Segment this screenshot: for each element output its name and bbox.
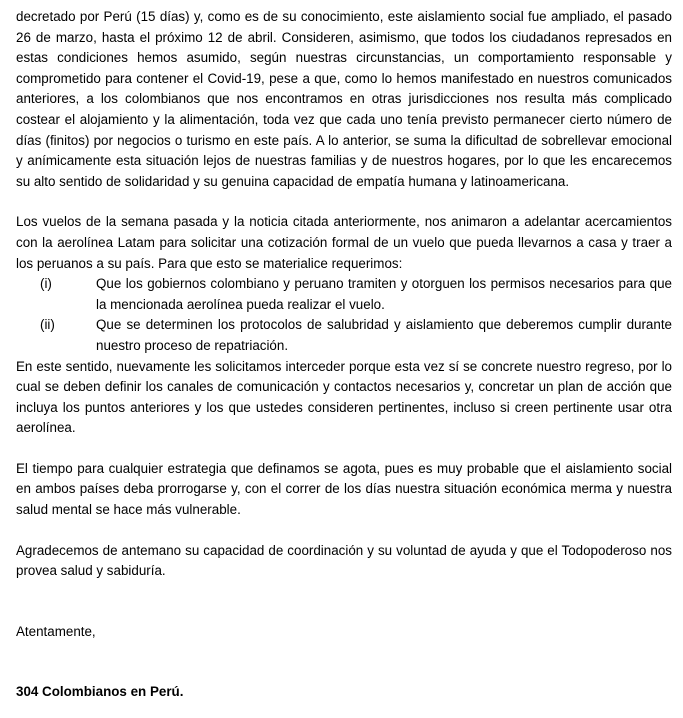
list-item xyxy=(16,274,672,315)
list-marker: (i) xyxy=(40,276,52,292)
paragraph-5: Agradecemos de antemano su capacidad de coordinación y su voluntad de ayuda y que el Todopoderoso nos provea salud y sabiduría. xyxy=(16,542,672,579)
paragraph-2: Los vuelos de la semana pasada y la noticia citada anteriormente, nos animaron a adelantar acercamientos con la aerolínea Latam para solicitar una cotización formal de un vuelo que pueda llevarnos a casa y traer a los peruanos a su país. Para que esto se materialice requerimos: xyxy=(16,214,672,271)
closing-salutation: Atentamente, xyxy=(16,623,96,639)
list-item xyxy=(16,315,672,356)
paragraph-4: El tiempo para cualquier estrategia que definamos se agota, pues es muy probable que el aislamiento social en ambos países deba prorrogarse y, con el correr de los días nuestra situación económica merma y nuestra salud mental se hace más vulnerable. xyxy=(16,460,672,518)
list-marker: (ii) xyxy=(40,317,55,333)
list-item-text: Que los gobiernos colombiano y peruano tramiten y otorguen los permisos necesarios para que la mencionada aerolínea pueda realizar el vuelo. xyxy=(96,276,672,312)
requirements-list xyxy=(16,274,672,356)
paragraph-1: decretado por Perú (15 días) y, como es de su conocimiento, este aislamiento social fue ampliado, el pasado 26 de marzo, hasta el próximo 12 de abril. Consideren, asimismo, que todos los ciudadanos represados en estas condiciones hemos asumido, según nuestras circunstancias, un comportamiento responsable y comprometido para contener el Covid-19, pese a que, como lo hemos manifestado en nuestros comunicados anteriores, a los colombianos que nos encontramos en otras jurisdicciones nos resulta más complicado costear el alojamiento y la alimentación, toda vez que cada uno tenía previsto permanecer cierto número de días (finitos) por negocios o turismo en este país. A lo anterior, se suma la dificultad de sobrellevar emocional y anímicamente esta situación lejos de nuestras familias y de nuestros hogares, por lo que les encarecemos su alto sentido de solidaridad y su genuina capacidad de empatía humana y latinoamericana. xyxy=(16,9,672,189)
paragraph-3: En este sentido, nuevamente les solicitamos interceder porque esta vez sí se concrete nuestro regreso, por lo cual se deben definir los canales de comunicación y contactos necesarios y, concretar un plan de acción que incluya los puntos anteriores y los que ustedes consideren pertinentes, incluso si creen pertinente usar otra aerolínea. xyxy=(16,358,672,436)
list-item-text: Que se determinen los protocolos de salubridad y aislamiento que deberemos cumplir durante nuestro proceso de repatriación. xyxy=(96,317,672,353)
signature: 304 Colombianos en Perú. xyxy=(16,684,184,700)
